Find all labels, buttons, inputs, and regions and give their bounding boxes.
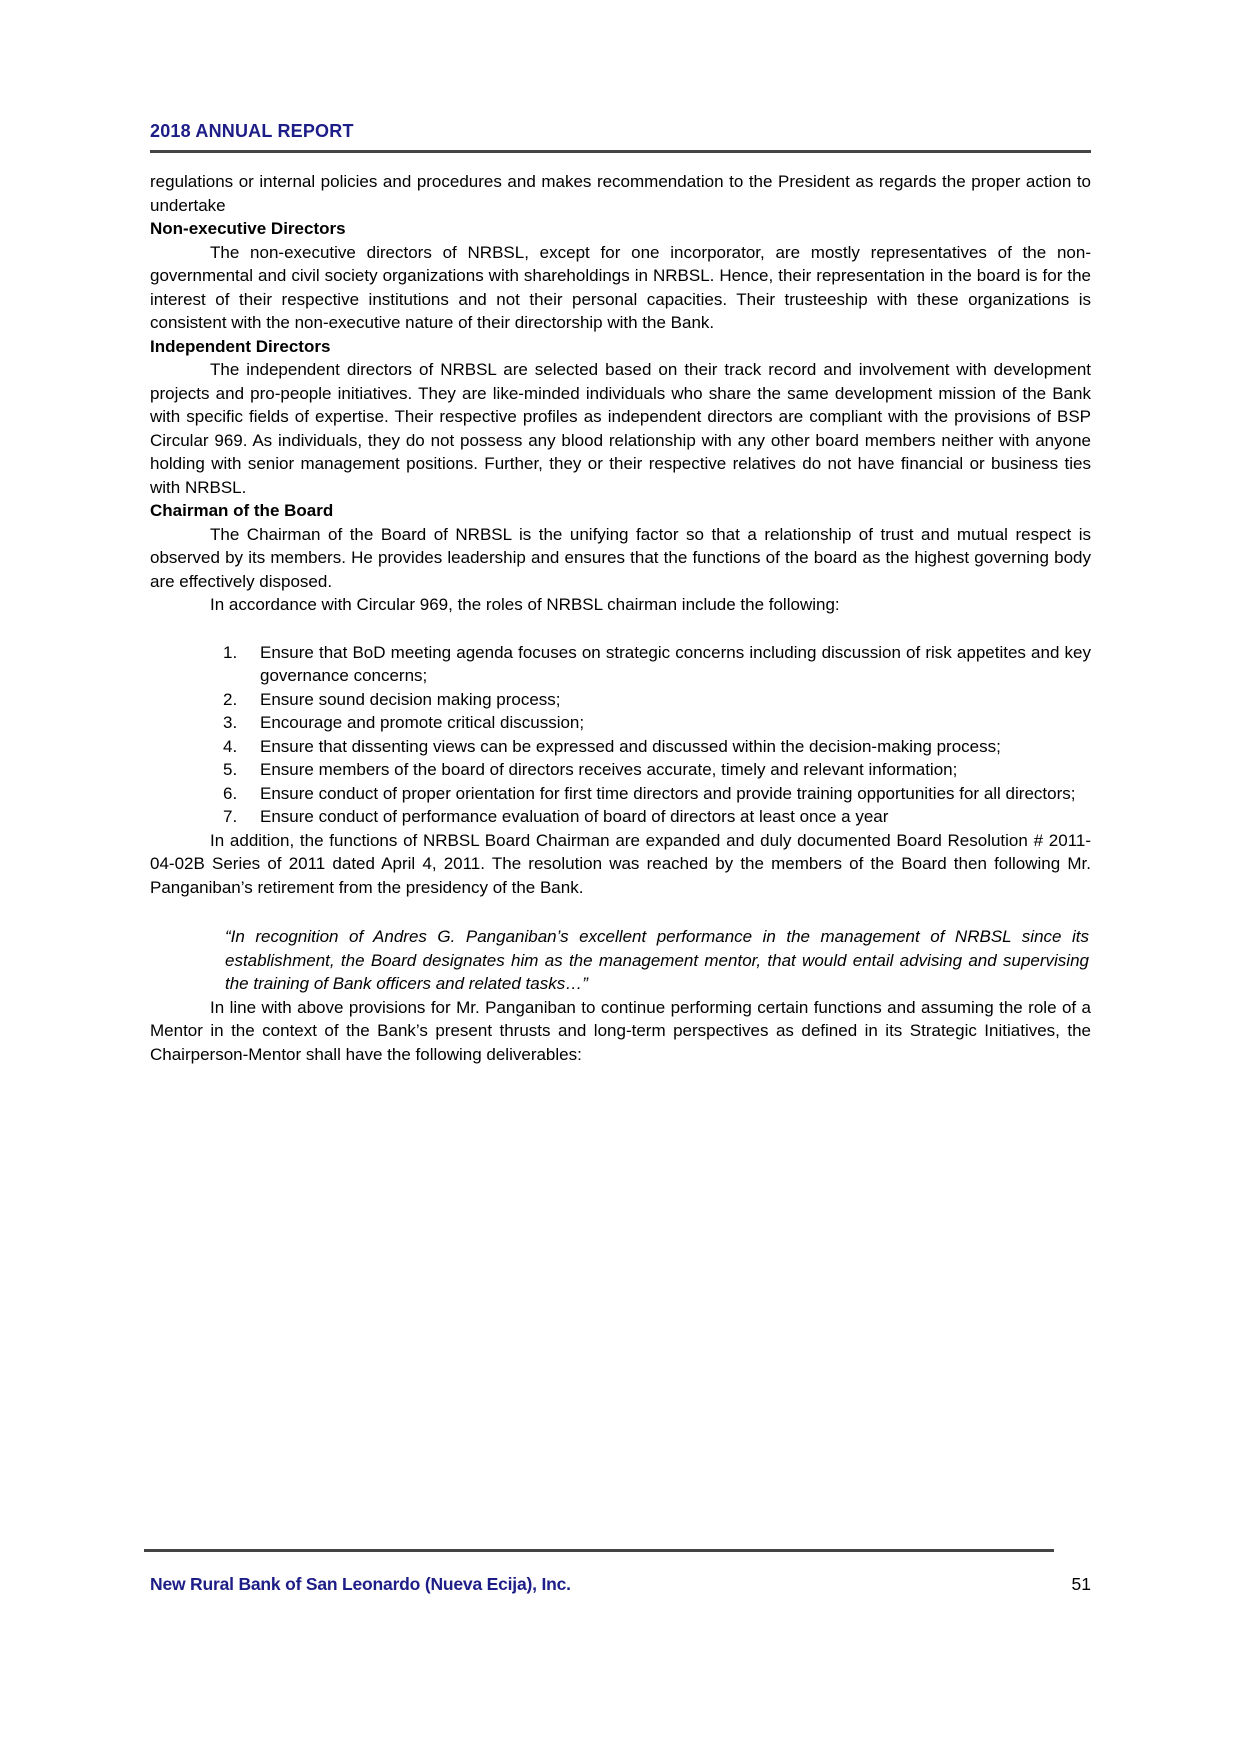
list-item: Ensure conduct of performance evaluation of board of directors at least once a year bbox=[260, 807, 889, 826]
page-body bbox=[150, 170, 1091, 1066]
section-heading-chairman-of-the-board: Chairman of the Board bbox=[150, 501, 334, 520]
list-item: Ensure sound decision making process; bbox=[260, 689, 561, 709]
page-header bbox=[150, 121, 1091, 153]
report-header-title: 2018 ANNUAL REPORT bbox=[150, 121, 354, 141]
list-item: Ensure that BoD meeting agenda focuses on strategic concerns including discussion of risk appetites and key governance concerns; bbox=[260, 642, 1091, 685]
board-resolution-paragraph: In addition, the functions of NRBSL Board Chairman are expanded and duly documented Board Resolution # 2011-04-02B Series of 2011 dated April 4, 2011. The resolution was reached by the members of the Board then following Mr. Panganiban’s retirement from the presidency of the Bank. bbox=[150, 830, 1091, 897]
roles-intro-paragraph: In accordance with Circular 969, the roles of NRBSL chairman include the following: bbox=[210, 595, 840, 614]
list-item: Encourage and promote critical discussion; bbox=[260, 713, 585, 732]
footer-page-number: 51 bbox=[1071, 1574, 1091, 1594]
footer-rule bbox=[144, 1549, 1054, 1552]
section-paragraph: The Chairman of the Board of NRBSL is the unifying factor so that a relationship of trust and mutual respect is observed by its members. He provides leadership and ensures that the functions of the board as the highest governing body are effectively disposed. bbox=[150, 524, 1091, 591]
header-rule bbox=[150, 150, 1091, 153]
section-heading-non-executive-directors: Non-executive Directors bbox=[150, 219, 346, 238]
section-paragraph: The independent directors of NRBSL are selected based on their track record and involvement with development projects and pro-people initiatives. They are like-minded individuals who share the same development mission of the Bank with specific fields of expertise. Their respective profiles as independent directors are compliant with the provisions of BSP Circular 969. As individuals, they do not possess any blood relationship with any other board members neither with anyone holding with senior management positions. Further, they or their respective relatives do not have financial or business ties with NRBSL. bbox=[150, 360, 1091, 497]
footer-bank-name: New Rural Bank of San Leonardo (Nueva Ecija), Inc. bbox=[150, 1574, 571, 1594]
continuation-paragraph: regulations or internal policies and procedures and makes recommendation to the President as regards the proper action to undertake bbox=[150, 172, 1091, 215]
section-heading-independent-directors: Independent Directors bbox=[150, 336, 331, 356]
list-item: Ensure members of the board of directors receives accurate, timely and relevant information; bbox=[260, 760, 958, 779]
closing-paragraph: In line with above provisions for Mr. Panganiban to continue performing certain functions and assuming the role of a Mentor in the context of the Bank’s present thrusts and long-term perspectives as defined in its Strategic Initiatives, the Chairperson-Mentor shall have the following deliverables: bbox=[150, 997, 1091, 1064]
footer-row bbox=[150, 1574, 1091, 1595]
board-resolution-quote: “In recognition of Andres G. Panganiban’s excellent performance in the management of NRBSL since its establishment, the Board designates him as the management mentor, that would entail advising and supervising the training of Bank officers and related tasks…” bbox=[225, 927, 1089, 993]
list-item: Ensure conduct of proper orientation for first time directors and provide training opportunities for all directors; bbox=[260, 783, 1076, 803]
chairman-roles-list bbox=[150, 641, 1091, 829]
list-item: Ensure that dissenting views can be expressed and discussed within the decision-making process; bbox=[260, 736, 1001, 756]
section-paragraph: The non-executive directors of NRBSL, except for one incorporator, are mostly representatives of the non-governmental and civil society organizations with shareholdings in NRBSL. Hence, their representation in the board is for the interest of their respective institutions and not their personal capacities. Their trusteeship with these organizations is consistent with the non-executive nature of their directorship with the Bank. bbox=[150, 242, 1091, 332]
